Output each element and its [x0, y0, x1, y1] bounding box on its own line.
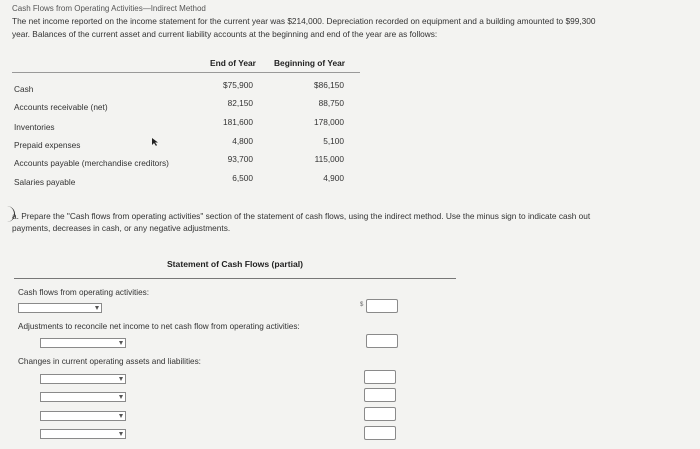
chevron-down-icon — [119, 377, 123, 381]
chevron-down-icon — [95, 306, 99, 310]
statement-divider — [14, 278, 456, 279]
dollar-sign: $ — [360, 302, 364, 308]
change-dropdown-4[interactable] — [40, 429, 126, 439]
salaries-payable-end-value: 6,500 — [232, 173, 253, 183]
change-amount-input-2[interactable] — [364, 388, 396, 402]
accounts-payable-begin-value: 115,000 — [314, 154, 344, 164]
prepaid-expenses-end-value: 4,800 — [232, 136, 253, 146]
net-income-dropdown[interactable] — [18, 303, 102, 313]
row-label-accounts-receivable: Accounts receivable (net) — [14, 102, 108, 112]
row-label-cash: Cash — [14, 84, 34, 94]
change-dropdown-3[interactable] — [40, 411, 126, 421]
row-label-salaries-payable: Salaries payable — [14, 177, 76, 187]
accounts-receivable-end-value: 82,150 — [227, 98, 253, 108]
adjustment-amount-input-1[interactable] — [366, 334, 398, 348]
problem-title: Cash Flows from Operating Activities—Indirect Method — [12, 4, 206, 13]
accounts-receivable-begin-value: 88,750 — [318, 98, 344, 108]
statement-title: Statement of Cash Flows (partial) — [166, 259, 304, 269]
question-part-a — [12, 210, 700, 234]
intro-line-1: The net income reported on the income statement for the current year was $214,000. Depreciation recorded on equipment and a building amounted to $99,300 — [12, 16, 596, 26]
col-header-beginning-of-year: Beginning of Year — [274, 58, 346, 68]
cash-end-value: $75,900 — [223, 80, 253, 90]
change-amount-input-4[interactable] — [364, 426, 396, 440]
change-amount-input-1[interactable] — [364, 370, 396, 384]
row-label-inventories: Inventories — [14, 122, 55, 132]
chevron-down-icon — [119, 414, 123, 418]
question-line-1: a. Prepare the "Cash flows from operating activities" section of the statement of cash flows, using the indirect method. Use the minus sign to indicate cash out — [12, 211, 591, 221]
inventories-end-value: 181,600 — [223, 117, 253, 127]
adjustment-dropdown-1[interactable] — [40, 338, 126, 348]
cash-begin-value: $86,150 — [314, 80, 344, 90]
changes-label: Changes in current operating assets and liabilities: — [18, 357, 201, 366]
operating-activities-label: Cash flows from operating activities: — [18, 288, 150, 297]
chevron-down-icon — [119, 395, 123, 399]
mouse-cursor-icon — [151, 137, 159, 147]
salaries-payable-begin-value: 4,900 — [323, 173, 344, 183]
table-header-divider — [12, 72, 360, 73]
row-label-accounts-payable: Accounts payable (merchandise creditors) — [14, 158, 169, 168]
intro-line-2: year. Balances of the current asset and current liability accounts at the beginning and end of the year are as follows: — [12, 29, 438, 39]
chevron-down-icon — [119, 432, 123, 436]
inventories-begin-value: 178,000 — [314, 117, 344, 127]
problem-intro — [12, 15, 700, 41]
change-dropdown-1[interactable] — [40, 374, 126, 384]
change-dropdown-2[interactable] — [40, 392, 126, 402]
question-line-2: payments, decreases in cash, or any negative adjustments. — [12, 223, 231, 233]
accounts-payable-end-value: 93,700 — [227, 154, 253, 164]
change-amount-input-3[interactable] — [364, 407, 396, 421]
chevron-down-icon — [119, 341, 123, 345]
net-income-amount-input[interactable] — [366, 299, 398, 313]
adjustments-label: Adjustments to reconcile net income to net cash flow from operating activities: — [18, 322, 300, 331]
prepaid-expenses-begin-value: 5,100 — [323, 136, 344, 146]
row-label-prepaid-expenses: Prepaid expenses — [14, 140, 81, 150]
col-header-end-of-year: End of Year — [210, 58, 256, 68]
